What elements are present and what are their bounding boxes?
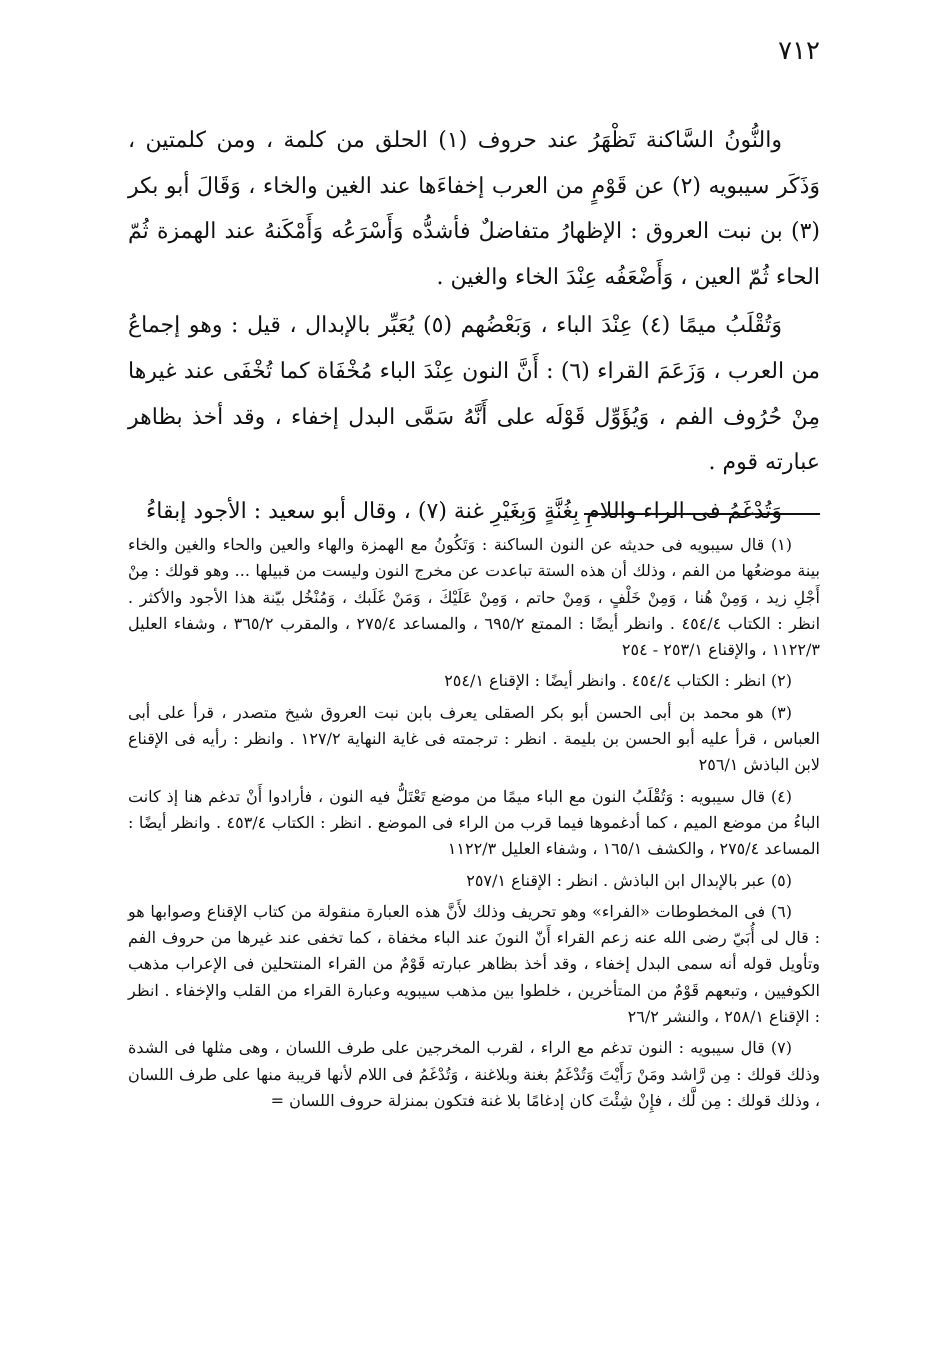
main-paragraph-3: وَتُدْغَمُ فى الراء واللامِ بِغُنَّةٍ وَبِغَيْرِ غنة (٧) ، وقال أبو سعيد : الأجود إبقاءُ: [145, 498, 782, 524]
footnote-4: (٤) قال سيبويه : وَتُقْلَبُ النون مع الباء ميمًا من موضع تَعْتَلُّ فيه النون ، فأرادوا أَنْ تدغم هنا إذ كانت الباءُ من موضع الميم ، كما أدغموها فيما قرب من الراء فى الموضع . انظر : الكتاب ٤٥٣/٤ . وانظر أيضًا : المساعد ٢٧٥/٤ ، والكشف ١٦٥/١ ، وشفاء العليل ١١٢٢/٣: [128, 786, 821, 859]
footnote-1: (١) قال سيبويه فى حديثه عن النون الساكنة : وَتَكُونُ مع الهمزة والهاء والعين والحاء والغين والخاء بينة موضعُها من الفم ، وذلك أن هذه الستة تباعدت عن مخرج النون وليست من قبيلها ... وهو قولك : مِنْ أَجْلِ زيد ، وَمِنْ هُنا ، وَمِنْ خَلْفٍ ، وَمِنْ حاتم ، وَمِنْ عَلَيْكَ ، وَمَنْ غَلَبك ، وَمُنْخُل بيّنة هذا الأجود والأكثر . انظر : الكتاب ٤٥٤/٤ . وانظر أيضًا : الممتع ٦٩٥/٢ ، والمساعد ٢٧٥/٤ ، والمقرب ٣٦٥/٢ ، وشفاء العليل ١١٢٢/٣ ، والإقناع ٢٥٣/١ - ٢٥٤: [128, 535, 821, 660]
footnote-2: (٢) انظر : الكتاب ٤٥٤/٤ . وانظر أيضًا : الإقناع ٢٥٤/١: [444, 671, 792, 691]
main-paragraph-2: وَتُقْلَبُ ميمًا (٤) عِنْدَ الباء ، وَبَعْضُهم (٥) يُعَبِّر بالإبدال ، قيل : وهو إجماعُ من العرب ، وَزَعَمَ القراء (٦) : أَنَّ النون عِنْدَ الباء مُخْفَاة كما تُخْفَى عند غيرها مِنْ حُرُوف الفم ، وَيُؤَوِّل قَوْلَه على أَنَّهُ سَمَّى البدل إخفاء ، وقد أخذ بظاهر عبارته قوم .: [128, 313, 820, 476]
main-text: [128, 118, 820, 534]
footnote-5: (٥) عبر بالإبدال ابن الباذش . انظر : الإقناع ٢٥٧/١: [466, 870, 792, 890]
page-number: ٧١٢: [778, 36, 820, 66]
footnote-separator: [584, 513, 820, 515]
footnote-3: (٣) هو محمد بن أبى الحسن أبو بكر الصقلى يعرف بابن نبت العروق شيخ متصدر ، قرأ على أبى العباس ، قرأ عليه أبو الحسن بن بليمة . انظر : ترجمته فى غاية النهاية ١٢٧/٢ . وانظر : رأيه فى الإقناع لابن الباذش ٢٥٦/١: [128, 702, 821, 775]
footnote-6: (٦) فى المخطوطات «الفراء» وهو تحريف وذلك لأَنَّ هذه العبارة منقولة من كتاب الإقناع وصوابها هو : قال لى أُبَيّ رضى الله عنه زعم القراء أَنّ النونَ عند الباء مخفاة ، كما تخفى عند غيرها من حروف الفم وتأويل قوله أنه سمى البدل إخفاء ، وقد أخذ بظاهر عبارته قَوْمٌ من القراء المنتحلين فى الإعراب مذهب الكوفيين ، وتبعهم قَوْمٌ من المتأخرين ، خلطوا بين مذهب سيبويه وعبارة القراء من القلب والإخفاء . انظر : الإقناع ٢٥٨/١ ، والنشر ٢٦/٢: [128, 901, 821, 1027]
footnote-7: (٧) قال سيبويه : النون تدغم مع الراء ، لقرب المخرجين على طرف اللسان ، وهى مثلها فى الشدة وذلك قولك : مِن رَّاشد ومَنْ رَأَيْتَ وَتُدْغَمُ بغنة وبلاغنة ، وَتُدْغَمُ فى اللام لأنها قريبة منها على طرف اللسان ، وذلك قولك : مِن لَّك ، فإِنْ شِئْتَ كان إدغامًا بلا غنة فتكون بمنزلة حروف اللسان =: [128, 1038, 820, 1110]
main-paragraph-1: والنُّونُ السَّاكنة تَظْهَرُ عند حروف (١) الحلق من كلمة ، ومن كلمتين ، وَذَكَر سيبويه (٢) عن قَوْمٍ من العرب إخفاءَها عند الغين والخاء ، وَقَالَ أبو بكر (٣) بن نبت العروق : الإظهارُ متفاضلٌ فأشدُّه وَأَسْرَعُه وَأَمْكَنهُ عند الهمزة ثُمّ الحاء ثُمّ العين ، وَأَضْعَفُه عِنْدَ الخاء والغين .: [128, 128, 820, 290]
footnotes: [128, 532, 820, 1119]
